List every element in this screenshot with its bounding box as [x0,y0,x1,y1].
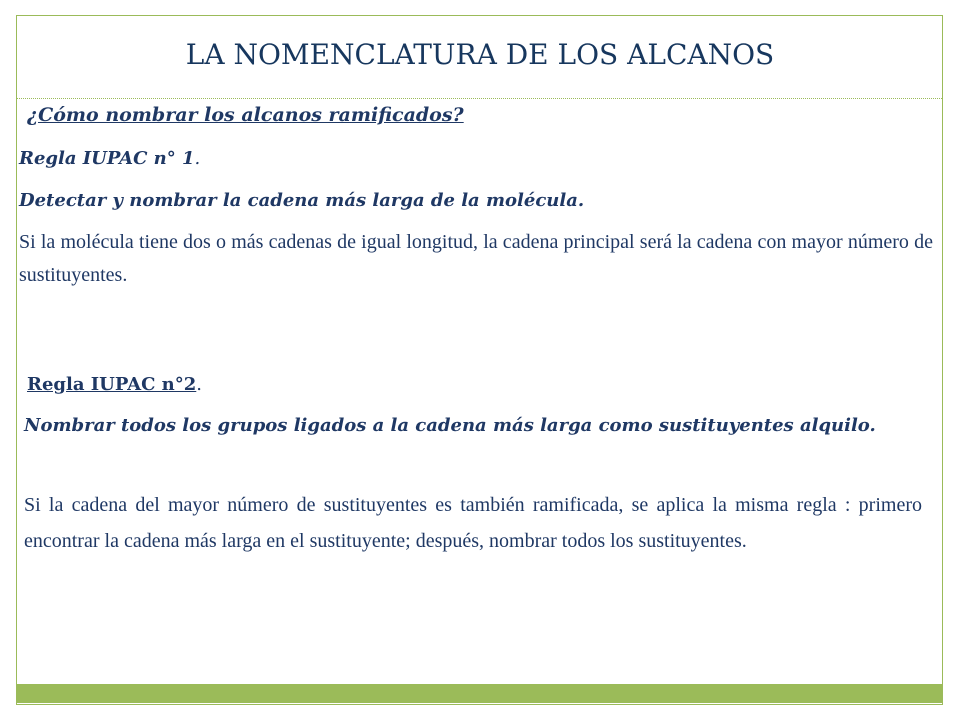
rule1-statement: Detectar y nombrar la cadena más larga de la molécula. [19,190,585,211]
rule1-heading-suffix: . [194,148,201,169]
rule2-heading [27,374,202,395]
rule2-statement: Nombrar todos los grupos ligados a la cadena más larga como sustituyentes alquilo. [24,415,876,436]
title-divider [17,98,942,99]
slide-title: LA NOMENCLATURA DE LOS ALCANOS [185,38,775,71]
rule1-body: Si la molécula tiene dos o más cadenas de igual longitud, la cadena principal será la cadena con mayor número de sustituyentes. [19,231,933,286]
slide-subtitle: ¿Cómo nombrar los alcanos ramificados? [27,104,464,126]
footer-bar [16,684,943,703]
rule2-heading-suffix: . [196,374,203,395]
rule2-body: Si la cadena del mayor número de sustituyentes es también ramificada, se aplica la misma regla : primero encontrar la cadena más larga en el sustituyente; después, nombrar todos los sustituyentes. [24,494,922,552]
rule2-heading-text: Regla IUPAC n°2 [27,374,197,395]
rule1-heading-text: Regla IUPAC n° 1 [19,148,195,169]
rule1-heading [19,148,200,169]
